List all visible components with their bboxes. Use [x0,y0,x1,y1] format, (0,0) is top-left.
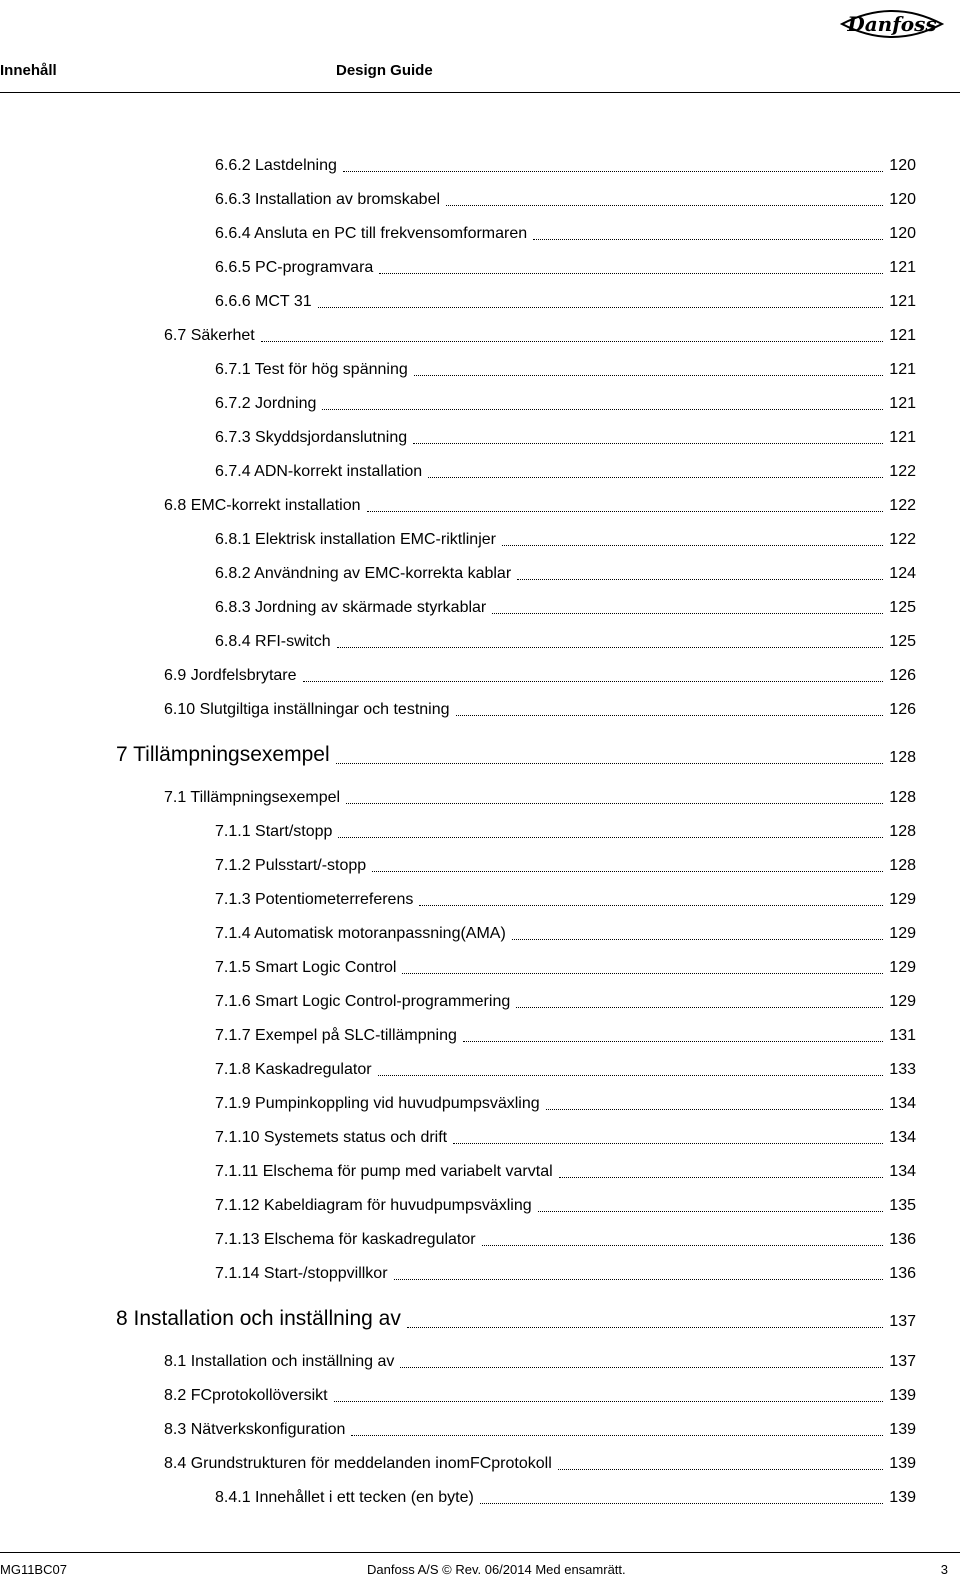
toc-leader-dots [517,579,883,580]
toc-entry[interactable] [164,662,916,686]
toc-entry[interactable] [215,458,916,482]
toc-leader-dots [492,613,883,614]
toc-entry-page: 129 [889,959,916,976]
toc-leader-dots [482,1245,884,1246]
toc-entry-title: 6.6.6 MCT 31 [215,293,312,310]
toc-entry-title: 7.1.1 Start/stopp [215,823,333,840]
toc-entry-title: 8.4.1 Innehållet i ett tecken (en byte) [215,1489,474,1506]
toc-entry-page: 135 [889,1197,916,1214]
toc-entry[interactable] [215,1022,916,1046]
toc-entry-page: 137 [889,1313,916,1330]
toc-entry[interactable] [164,322,916,346]
toc-entry[interactable] [215,220,916,244]
toc-leader-dots [546,1109,884,1110]
toc-entry-page: 129 [889,925,916,942]
toc-entry-page: 133 [889,1061,916,1078]
toc-entry[interactable] [164,1382,916,1406]
toc-entry-page: 122 [889,463,916,480]
toc-entry[interactable] [215,424,916,448]
toc-entry-title: 7.1.7 Exempel på SLC-tillämpning [215,1027,457,1044]
toc-entry[interactable] [215,356,916,380]
toc-entry-title: 7 Tillämpningsexempel [116,743,330,766]
footer-divider [0,1552,960,1553]
toc-entry-page: 125 [889,599,916,616]
toc-entry[interactable] [215,886,916,910]
toc-entry-title: 6.7 Säkerhet [164,327,255,344]
toc-leader-dots [559,1177,884,1178]
toc-entry-page: 129 [889,993,916,1010]
footer-doc-code: MG11BC07 [0,1562,67,1577]
toc-entry[interactable] [215,1124,916,1148]
toc-entry[interactable] [215,1226,916,1250]
toc-entry[interactable] [164,1450,916,1474]
toc-leader-dots [456,715,884,716]
toc-leader-dots [261,341,884,342]
toc-entry-page: 128 [889,857,916,874]
toc-entry-title: 7.1.6 Smart Logic Control-programmering [215,993,511,1010]
toc-leader-dots [338,837,883,838]
toc-leader-dots [463,1041,883,1042]
toc-entry-title: 6.6.4 Ansluta en PC till frekvensomformaren [215,225,528,242]
toc-entry[interactable] [164,1416,916,1440]
toc-entry-title: 6.8.2 Användning av EMC-korrekta kablar [215,565,512,582]
toc-entry-page: 120 [889,225,916,242]
toc-entry-page: 124 [889,565,916,582]
toc-entry[interactable] [215,818,916,842]
toc-entry-title: 7.1.2 Pulsstart/-stopp [215,857,367,874]
toc-entry-page: 122 [889,531,916,548]
toc-entry-page: 139 [889,1387,916,1404]
logo-text: Danfoss [847,12,937,36]
toc-entry-title: 7.1.12 Kabeldiagram för huvudpumpsväxling [215,1197,532,1214]
toc-leader-dots [378,1075,884,1076]
toc-entry-page: 134 [889,1163,916,1180]
toc-entry-page: 128 [889,749,916,766]
toc-entry-title: 7.1.3 Potentiometerreferens [215,891,414,908]
toc-leader-dots [419,905,883,906]
toc-entry-page: 134 [889,1095,916,1112]
toc-entry-page: 131 [889,1027,916,1044]
toc-entry[interactable] [164,1348,916,1372]
toc-entry[interactable] [215,1056,916,1080]
toc-entry-title: 7.1.11 Elschema för pump med variabelt varvtal [215,1163,553,1180]
toc-entry-page: 125 [889,633,916,650]
toc-leader-dots [367,511,884,512]
toc-entry-page: 120 [889,157,916,174]
toc-entry-page: 121 [889,361,916,378]
footer-page-number: 3 [940,1562,948,1577]
toc-entry-title: 7.1.5 Smart Logic Control [215,959,397,976]
toc-entry-page: 126 [889,701,916,718]
toc-leader-dots [334,1401,884,1402]
toc-entry[interactable] [215,594,916,618]
toc-entry-title: 7.1.10 Systemets status och drift [215,1129,448,1146]
toc-entry-title: 8.3 Nätverkskonfiguration [164,1421,346,1438]
toc-leader-dots [336,763,884,764]
toc-entry-title: 7.1.13 Elschema för kaskadregulator [215,1231,476,1248]
toc-leader-dots [372,871,883,872]
toc-entry-title: 6.7.2 Jordning [215,395,317,412]
toc-entry-page: 136 [889,1231,916,1248]
header-document-title: Design Guide [336,62,433,79]
toc-entry-title: 6.6.3 Installation av bromskabel [215,191,441,208]
toc-leader-dots [538,1211,884,1212]
toc-leader-dots [394,1279,884,1280]
toc-entry[interactable] [116,744,916,768]
toc-leader-dots [346,803,883,804]
toc-entry[interactable] [215,1090,916,1114]
toc-leader-dots [453,1143,883,1144]
toc-entry-title: 6.7.3 Skyddsjordanslutning [215,429,408,446]
toc-entry-page: 121 [889,327,916,344]
toc-entry[interactable] [215,288,916,312]
toc-entry[interactable] [215,954,916,978]
toc-entry[interactable] [215,1484,916,1508]
toc-entry-page: 128 [889,789,916,806]
toc-entry-title: 6.9 Jordfelsbrytare [164,667,297,684]
toc-entry[interactable] [215,988,916,1012]
toc-leader-dots [337,647,884,648]
toc-entry-page: 136 [889,1265,916,1282]
toc-entry-page: 121 [889,293,916,310]
toc-leader-dots [402,973,883,974]
toc-entry-page: 134 [889,1129,916,1146]
toc-entry-title: 6.10 Slutgiltiga inställningar och testning [164,701,450,718]
toc-entry-title: 7.1.14 Start-/stoppvillkor [215,1265,388,1282]
toc-entry-page: 129 [889,891,916,908]
toc-leader-dots [379,273,883,274]
toc-leader-dots [400,1367,883,1368]
toc-leader-dots [428,477,883,478]
toc-entry-title: 6.8.3 Jordning av skärmade styrkablar [215,599,487,616]
toc-entry-page: 121 [889,259,916,276]
toc-entry[interactable] [164,492,916,516]
toc-entry[interactable] [215,1260,916,1284]
toc-entry[interactable] [116,1308,916,1332]
toc-entry[interactable] [164,784,916,808]
toc-entry-title: 8.1 Installation och inställning av [164,1353,395,1370]
toc-entry[interactable] [215,560,916,584]
toc-entry[interactable] [215,254,916,278]
toc-entry-title: 6.8.1 Elektrisk installation EMC-riktlinjer [215,531,496,548]
toc-entry-page: 139 [889,1489,916,1506]
toc-entry-title: 7.1.8 Kaskadregulator [215,1061,372,1078]
toc-leader-dots [343,171,883,172]
toc-entry-title: 6.7.4 ADN-korrekt installation [215,463,423,480]
toc-leader-dots [533,239,883,240]
toc-entry[interactable] [215,186,916,210]
toc-entry-page: 128 [889,823,916,840]
toc-leader-dots [414,375,884,376]
toc-leader-dots [322,409,883,410]
toc-entry-page: 121 [889,395,916,412]
toc-entry-title: 6.8 EMC-korrekt installation [164,497,361,514]
toc-entry-title: 6.6.2 Lastdelning [215,157,337,174]
footer-copyright: Danfoss A/S © Rev. 06/2014 Med ensamrätt. [367,1562,626,1577]
toc-entry[interactable] [215,526,916,550]
toc-leader-dots [558,1469,884,1470]
toc-entry[interactable] [215,628,916,652]
toc-leader-dots [407,1327,883,1328]
toc-entry-title: 7.1 Tillämpningsexempel [164,789,341,806]
toc-leader-dots [512,939,883,940]
toc-entry-page: 120 [889,191,916,208]
toc-entry-title: 8.2 FCprotokollöversikt [164,1387,328,1404]
toc-leader-dots [502,545,883,546]
toc-entry-title: 6.7.1 Test för hög spänning [215,361,408,378]
toc-entry-title: 6.6.5 PC-programvara [215,259,374,276]
toc-entry-title: 8 Installation och inställning av [116,1307,401,1330]
toc-entry-title: 6.8.4 RFI-switch [215,633,331,650]
toc-leader-dots [303,681,884,682]
toc-entry-title: 8.4 Grundstrukturen för meddelanden inomFCprotokoll [164,1455,552,1472]
toc-entry-page: 122 [889,497,916,514]
toc-entry-page: 121 [889,429,916,446]
toc-entry[interactable] [215,152,916,176]
toc-entry-page: 126 [889,667,916,684]
toc-entry[interactable] [215,852,916,876]
toc-entry-page: 137 [889,1353,916,1370]
toc-entry-title: 7.1.9 Pumpinkoppling vid huvudpumpsväxling [215,1095,540,1112]
toc-entry[interactable] [215,920,916,944]
toc-entry-page: 139 [889,1455,916,1472]
toc-leader-dots [413,443,883,444]
header-section-label: Innehåll [0,62,57,79]
toc-leader-dots [446,205,883,206]
toc-entry[interactable] [215,1192,916,1216]
toc-leader-dots [351,1435,883,1436]
toc-entry-page: 139 [889,1421,916,1438]
toc-leader-dots [318,307,884,308]
toc-entry[interactable] [164,696,916,720]
toc-entry[interactable] [215,390,916,414]
toc-leader-dots [480,1503,883,1504]
toc-leader-dots [516,1007,883,1008]
toc-entry-title: 7.1.4 Automatisk motoranpassning(AMA) [215,925,506,942]
toc-entry[interactable] [215,1158,916,1182]
